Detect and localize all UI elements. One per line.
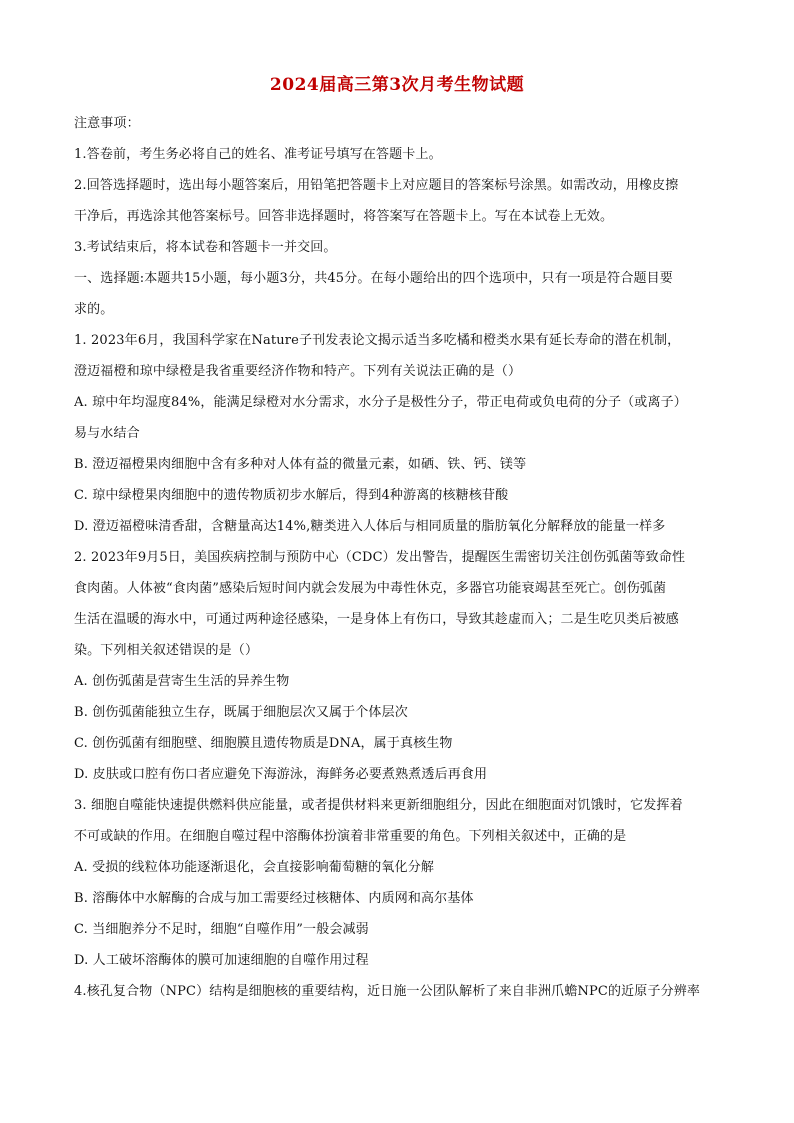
text-line: 不可或缺的作用。在细胞自噬过程中溶酶体扮演着非常重要的角色。下列相关叙述中，正确的是 xyxy=(74,829,627,844)
text-line: C. 琼中绿橙果肉细胞中的遗传物质初步水解后，得到4种游离的核糖核苷酸 xyxy=(74,488,509,503)
text-line: D. 皮肤或口腔有伤口者应避免下海游泳，海鲜务必要煮熟煮透后再食用 xyxy=(74,767,488,782)
document-body xyxy=(74,108,726,1007)
text-line: D. 人工破坏溶酶体的膜可加速细胞的自噬作用过程 xyxy=(74,953,369,968)
text-line: C. 创伤弧菌有细胞壁、细胞膜且遗传物质是DNA，属于真核生物 xyxy=(74,736,453,751)
text-line: 食肉菌。人体被“食肉菌”感染后短时间内就会发展为中毒性休克，多器官功能衰竭甚至死亡。创伤弧菌 xyxy=(74,581,667,596)
text-line: 2.回答选择题时，选出每小题答案后，用铅笔把答题卡上对应题目的答案标号涂黑。如需改动，用橡皮擦 xyxy=(74,178,679,193)
text-line: B. 溶酶体中水解酶的合成与加工需要经过核糖体、内质网和高尔基体 xyxy=(74,891,474,906)
text-line: 3. 细胞自噬能快速提供燃料供应能量，或者提供材料来更新细胞组分，因此在细胞面对饥饿时，它发挥着 xyxy=(74,798,683,813)
text-line: C. 当细胞养分不足时，细胞“自噬作用”一般会减弱 xyxy=(74,922,369,937)
text-line: A. 创伤弧菌是营寄生生活的异养生物 xyxy=(74,674,290,689)
text-line: B. 澄迈福橙果肉细胞中含有多种对人体有益的微量元素，如硒、铁、钙、镁等 xyxy=(74,457,527,472)
text-line: 1.答卷前，考生务必将自己的姓名、准考证号填写在答题卡上。 xyxy=(74,147,442,162)
text-line: B. 创伤弧菌能独立生存，既属于细胞层次又属于个体层次 xyxy=(74,705,408,720)
page-title: 2024届高三第3次月考生物试题 xyxy=(269,75,525,95)
text-line: 易与水结合 xyxy=(74,426,140,441)
text-line: 干净后，再选涂其他答案标号。回答非选择题时，将答案写在答题卡上。写在本试卷上无效。 xyxy=(74,209,614,224)
text-line: A. 琼中年均湿度84%，能满足绿橙对水分需求，水分子是极性分子，带正电荷或负电荷的分子（或离子） xyxy=(74,395,687,410)
text-line: 注意事项： xyxy=(74,116,140,131)
text-line: 3.考试结束后，将本试卷和答题卡一并交回。 xyxy=(74,240,337,255)
text-line: 求的。 xyxy=(74,302,114,317)
text-line: 澄迈福橙和琼中绿橙是我省重要经济作物和特产。下列有关说法正确的是（） xyxy=(74,364,522,379)
text-line: 生活在温暖的海水中，可通过两种途径感染，一是身体上有伤口，导致其趁虚而入；二是生吃贝类后被感 xyxy=(74,612,679,627)
text-line: 2. 2023年9月5日，美国疾病控制与预防中心（CDC）发出警告，提醒医生需密切关注创伤弧菌等致命性 xyxy=(74,550,686,565)
text-line: 一、选择题:本题共15小题，每小题3分，共45分。在每小题给出的四个选项中，只有一项是符合题目要 xyxy=(74,271,673,286)
text-line: 4.核孔复合物（NPC）结构是细胞核的重要结构，近日施一公团队解析了来自非洲爪蟾NPC的近原子分辨率 xyxy=(74,984,701,999)
text-line: D. 澄迈福橙味清香甜，含糖量高达14%,糖类进入人体后与相同质量的脂肪氧化分解释放的能量一样多 xyxy=(74,519,666,534)
text-line: 1. 2023年6月，我国科学家在Nature子刊发表论文揭示适当多吃橘和橙类水果有延长寿命的潜在机制， xyxy=(74,333,681,348)
text-line: A. 受损的线粒体功能逐渐退化，会直接影响葡萄糖的氧化分解 xyxy=(74,860,435,875)
text-line: 染。下列相关叙述错误的是（） xyxy=(74,643,259,658)
